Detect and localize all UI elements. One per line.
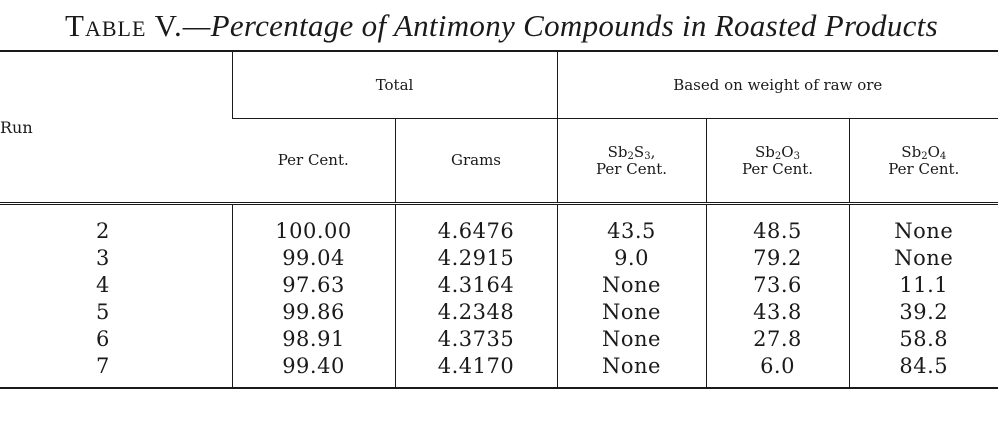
cell-per-cent: 97.63 [232,271,395,298]
cell-sb2o3: 79.2 [706,244,849,271]
header-total-group: Total [232,51,557,119]
cell-grams: 4.4170 [395,352,557,388]
cell-sb2o4: None [849,244,998,271]
cell-grams: 4.3164 [395,271,557,298]
cell-grams: 4.2348 [395,298,557,325]
cell-sb2s3: None [557,271,706,298]
table-row [0,298,998,325]
cell-sb2s3: None [557,325,706,352]
table-caption [0,8,1003,44]
cell-run: 6 [96,326,110,351]
table-row [0,325,998,352]
cell-sb2s3: None [557,352,706,388]
table-row [0,271,998,298]
cell-sb2o3: 73.6 [706,271,849,298]
cell-sb2s3: 9.0 [557,244,706,271]
cell-run: 3 [96,245,110,270]
cell-sb2s3: 43.5 [557,204,706,245]
cell-sb2o4: 11.1 [849,271,998,298]
table-title: —Percentage of Antimony Compounds in Roasted Products [182,8,938,43]
header-per-cent: Per Cent. [232,119,395,204]
cell-run: 7 [96,353,110,378]
header-sb2o3: $Sb_2O_3$ Per Cent. [706,119,849,204]
cell-per-cent: 99.04 [232,244,395,271]
header-based-group: Based on weight of raw ore [557,51,998,119]
cell-run: 5 [96,299,110,324]
cell-per-cent: 98.91 [232,325,395,352]
cell-run: 2 [96,218,110,243]
cell-sb2o4: None [849,204,998,245]
cell-sb2s3: None [557,298,706,325]
cell-sb2o4: 58.8 [849,325,998,352]
cell-sb2o3: 43.8 [706,298,849,325]
table-row [0,204,998,245]
cell-per-cent: 99.86 [232,298,395,325]
cell-grams: 4.6476 [395,204,557,245]
cell-run: 4 [96,272,110,297]
cell-per-cent: 99.40 [232,352,395,388]
header-run: Run [0,51,232,204]
cell-grams: 4.3735 [395,325,557,352]
cell-grams: 4.2915 [395,244,557,271]
header-sb2s3: $Sb_2S_3$, Per Cent. [557,119,706,204]
antimony-table [0,50,998,389]
header-sb2o4: $Sb_2O_4$ Per Cent. [849,119,998,204]
cell-sb2o3: 6.0 [706,352,849,388]
table-row [0,352,998,388]
cell-sb2o3: 48.5 [706,204,849,245]
cell-sb2o3: 27.8 [706,325,849,352]
table-label: Table V. [65,8,183,43]
header-grams: Grams [395,119,557,204]
cell-sb2o4: 39.2 [849,298,998,325]
cell-per-cent: 100.00 [232,204,395,245]
table-row [0,244,998,271]
cell-sb2o4: 84.5 [849,352,998,388]
